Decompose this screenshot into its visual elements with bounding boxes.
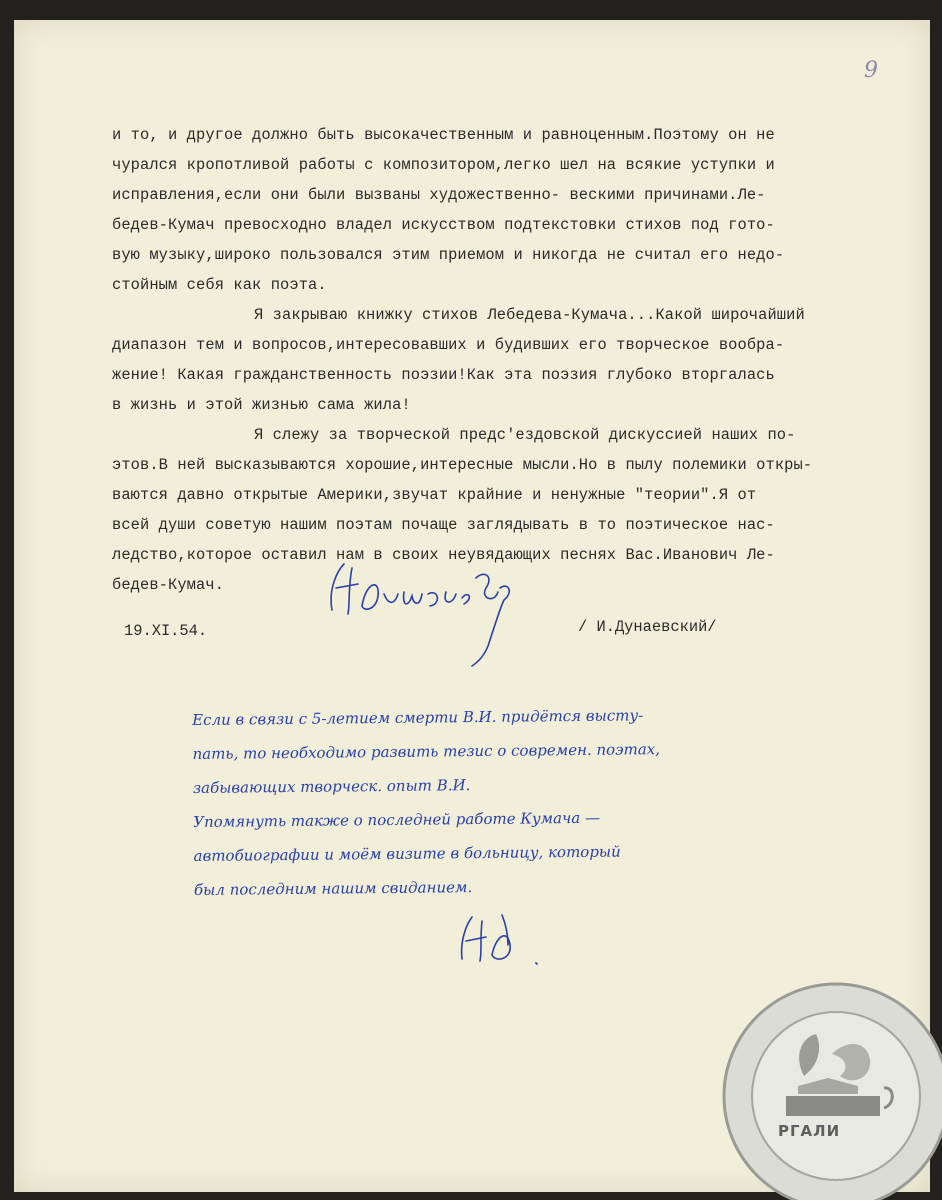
text-line: и то, и другое должно быть высокачественным и равноценным.Поэтому он не	[112, 126, 775, 144]
signature	[318, 548, 528, 673]
text-line: стойным себя как поэта.	[112, 276, 327, 294]
handwritten-note	[192, 696, 884, 907]
text-line: жение! Какая гражданственность поэзии!Как эта поэзия глубоко вторгалась	[112, 366, 775, 384]
text-line: ваются давно открытые Америки,звучат крайние и ненужные "теории".Я от	[112, 486, 757, 504]
typed-text	[112, 120, 892, 600]
archive-stamp	[708, 968, 942, 1200]
paragraph-2	[112, 300, 892, 420]
note-line: Если в связи с 5-летием смерти В.И. придётся высту-	[192, 706, 644, 729]
text-line: вую музыку,широко пользовался этим приемом и никогда не считал его недо-	[112, 246, 785, 264]
text-line: бедев-Кумач.	[112, 576, 225, 594]
text-line: чурался кропотливой работы с композитором,легко шел на всякие уступки и	[112, 156, 775, 174]
stamp-label: РГАЛИ	[778, 1122, 841, 1140]
text-line: Я слежу за творческой предс'ездовской дискуссией наших по-	[254, 426, 796, 444]
note-line: Упомянуть также о последней работе Кумача —	[193, 808, 601, 831]
text-line: этов.В ней высказываются хорошие,интересные мысли.Но в пылу полемики откры-	[112, 456, 813, 474]
note-line: был последним нашим свиданием.	[193, 878, 473, 899]
text-line: диапазон тем и вопросов,интересовавших и будивших его творческое вообра-	[112, 336, 785, 354]
note-line: автобиографии и моём визите в больницу, который	[193, 842, 621, 865]
note-line: пать, то необходимо развить тезис о современ. поэтах,	[192, 740, 661, 763]
text-line: всей души советую нашим поэтам почаще заглядывать в то поэтическое нас-	[112, 516, 775, 534]
handwritten-initials	[452, 905, 552, 975]
text-line: Я закрываю книжку стихов Лебедева-Кумача...Какой широчайший	[254, 306, 805, 324]
text-line: в жизнь и этой жизнью сама жила!	[112, 396, 411, 414]
text-line: ледство,которое оставил нам в своих неувядающих песнях Вас.Иванович Ле-	[112, 546, 775, 564]
document-date: 19.XI.54.	[124, 622, 208, 640]
text-line: исправления,если они были вызваны художественно- вескими причинами.Ле-	[112, 186, 766, 204]
note-line: забывающих творческ. опыт В.И.	[192, 776, 471, 797]
paragraph-1	[112, 120, 892, 300]
text-line: бедев-Кумач превосходно владел искусством подтекстовки стихов под гото-	[112, 216, 775, 234]
page-number: 9	[864, 58, 878, 83]
signer-name: / И.Дунаевский/	[578, 618, 717, 636]
